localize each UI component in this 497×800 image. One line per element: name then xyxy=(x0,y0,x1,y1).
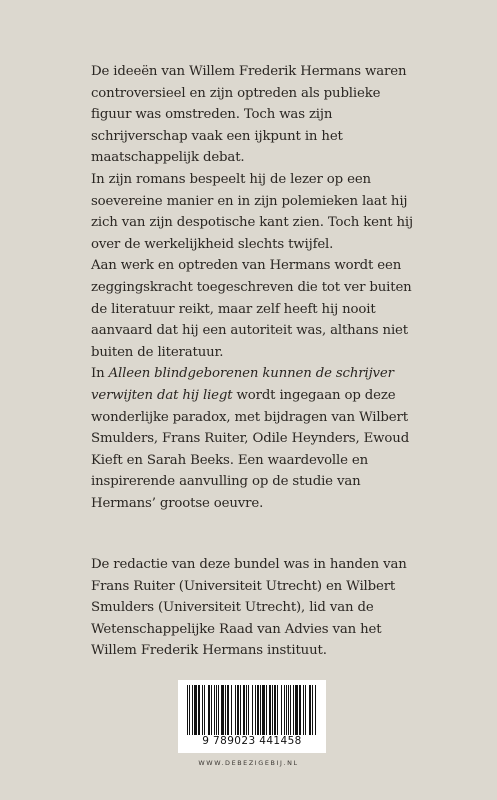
book-title: Alleen blindgeborenen kunnen de schrijver verwijten dat hij liegt xyxy=(91,366,394,403)
barcode-bar xyxy=(194,685,197,735)
barcode-bar xyxy=(237,685,239,735)
barcode-bar xyxy=(227,685,229,735)
barcode-bar xyxy=(204,685,205,735)
barcode-bar xyxy=(248,685,249,735)
blurb-paragraph-1: De ideeën van Willem Frederik Hermans waren controversieel en zijn optreden als publieke figuur was omstreden. Toch was zijn schrijverschap vaak een ijkpunt in het maatschappelijk debat. xyxy=(91,64,407,166)
barcode-bar xyxy=(260,685,261,735)
barcode-bars-icon xyxy=(187,685,317,735)
barcode-bar xyxy=(299,685,301,735)
barcode-bar xyxy=(211,685,212,735)
publisher-website: WWW.DEBEZIGEBIJ.NL xyxy=(198,759,299,767)
barcode-bar xyxy=(243,685,245,735)
barcode-bar xyxy=(272,685,273,735)
barcode-bar xyxy=(240,685,241,735)
barcode-bar xyxy=(252,685,253,735)
barcode-bar xyxy=(187,685,188,735)
barcode-bar xyxy=(262,685,265,735)
barcode-bar xyxy=(295,685,298,735)
blurb-p4-rest: wordt ingegaan op deze wonderlijke paradox, met bijdragen van Wilbert Smulders, Frans Ruiter, Odile Heynders, Ewoud Kieft en Sarah Beeks. Een waardevolle en inspirerende aanvulling op de studie van Hermans’ grootse oeuvre. xyxy=(91,387,410,511)
blurb-paragraph-2: In zijn romans bespeelt hij de lezer op een soevereine manier en in zijn polemieken laat hij zich van zijn despotische kant zien. Toch kent hij over de werkelijkheid slechts twijfel. xyxy=(91,171,413,252)
barcode-bar xyxy=(274,685,276,735)
isbn-barcode xyxy=(178,680,326,753)
barcode-bar xyxy=(269,685,271,735)
barcode-bar xyxy=(231,685,232,735)
barcode-bar xyxy=(281,685,282,735)
barcode-bar xyxy=(202,685,203,735)
barcode-bar xyxy=(305,685,306,735)
isbn-digits: 9 789023 441458 xyxy=(202,735,302,747)
credits-paragraph: De redactie van deze bundel was in handen van Frans Ruiter (Universiteit Utrecht) en Wilbert Smulders (Universiteit Utrecht), lid van de Wetenschappelijke Raad van Advies van het Willem Frederik Hermans instituut. xyxy=(91,557,407,659)
barcode-bar xyxy=(198,685,200,735)
barcode-bar xyxy=(303,685,304,735)
barcode-bar xyxy=(277,685,278,735)
barcode-bar xyxy=(286,685,287,735)
barcode-bar xyxy=(312,685,313,735)
barcode-bar xyxy=(255,685,256,735)
barcode-bar xyxy=(284,685,285,735)
blurb-paragraph-3: Aan werk en optreden van Hermans wordt een zeggingskracht toegeschreven die tot ver buiten de literatuur reikt, maar zelf heeft hij nooit aanvaard dat hij een autoriteit was, althans niet buiten de literatuur. xyxy=(91,258,412,360)
barcode-bar xyxy=(192,685,193,735)
barcode-bar xyxy=(235,685,236,735)
barcode-bar xyxy=(266,685,267,735)
barcode-bar xyxy=(290,685,291,735)
barcode-bar xyxy=(189,685,190,735)
barcode-bar xyxy=(315,685,316,735)
barcode-bar xyxy=(309,685,311,735)
barcode-bar xyxy=(208,685,210,735)
barcode-bar xyxy=(257,685,259,735)
barcode-bar xyxy=(216,685,217,735)
barcode-bar xyxy=(225,685,226,735)
barcode-bar xyxy=(218,685,219,735)
barcode-bar xyxy=(246,685,247,735)
barcode-bar xyxy=(293,685,294,735)
barcode-bar xyxy=(214,685,215,735)
editor-credits xyxy=(91,554,421,662)
barcode-bar xyxy=(288,685,289,735)
barcode-bar xyxy=(221,685,224,735)
back-cover-blurb xyxy=(91,61,421,514)
blurb-paragraph-4 xyxy=(91,363,421,514)
blurb-p4-prefix: In xyxy=(91,366,109,382)
